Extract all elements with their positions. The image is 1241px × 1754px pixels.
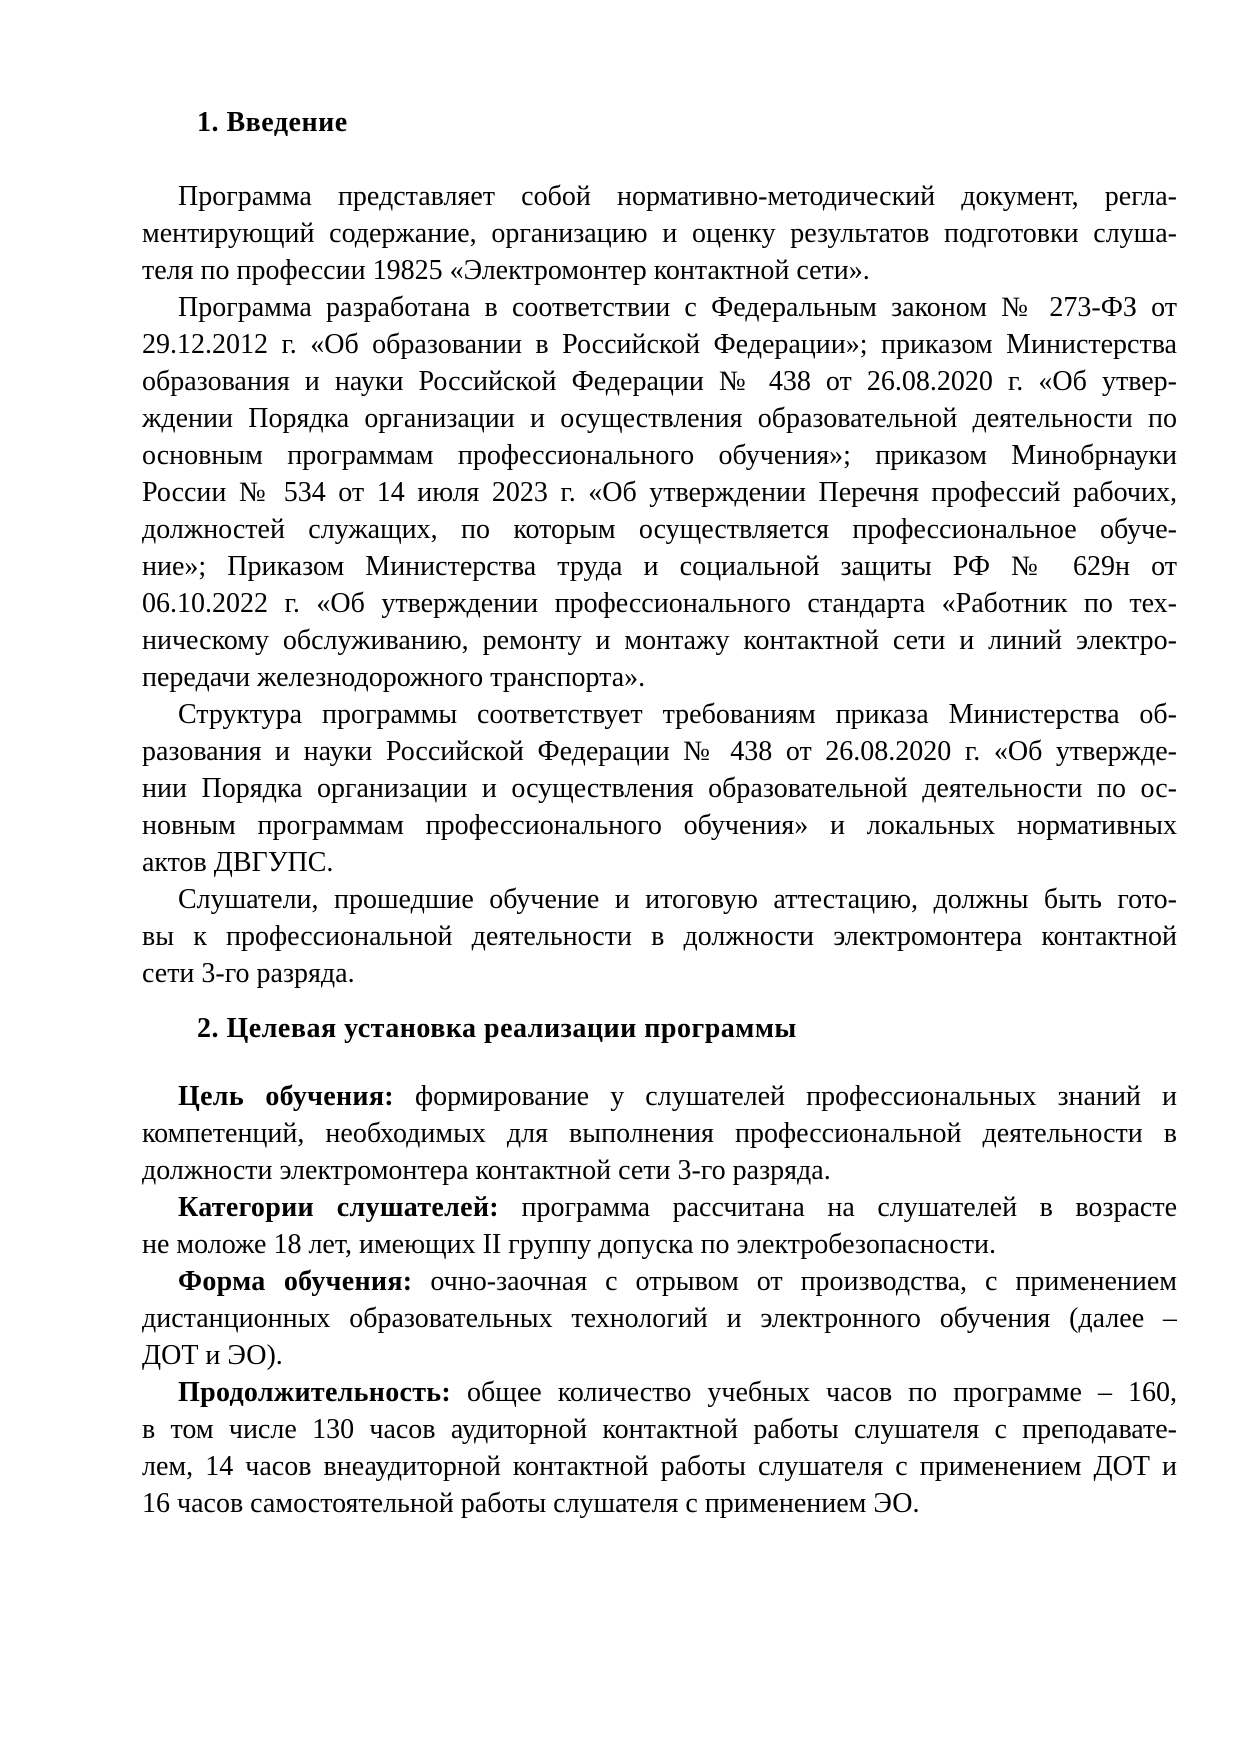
line-text: лем, 14 часов внеаудиторной контактной работы слушателя с применением ДОТ и <box>142 1451 1177 1482</box>
line-text: ждении Порядка организации и осуществления образовательной деятельности по <box>142 403 1177 434</box>
paragraph-line <box>142 252 1177 289</box>
paragraph-line <box>142 955 1177 992</box>
line-text: передачи железнодорожного транспорта». <box>142 662 646 693</box>
paragraph <box>142 289 1177 696</box>
paragraph <box>142 1078 1177 1189</box>
line-text: в том числе 130 часов аудиторной контактной работы слушателя с преподавате- <box>142 1414 1177 1445</box>
paragraph-line <box>142 1448 1177 1485</box>
paragraph-line <box>142 659 1177 696</box>
paragraph-line <box>142 1189 1177 1226</box>
line-text: сети 3-го разряда. <box>142 958 355 989</box>
line-text: очно-заочная с отрывом от производства, с применением <box>412 1266 1177 1297</box>
line-text: ние»; Приказом Министерства труда и социальной защиты РФ № 629н от <box>142 551 1177 582</box>
paragraph-line <box>142 1411 1177 1448</box>
line-text: образования и науки Российской Федерации № 438 от 26.08.2020 г. «Об утвер- <box>142 366 1177 397</box>
paragraph-line <box>142 437 1177 474</box>
document-page <box>142 104 1177 1522</box>
lead-in-label: Форма обучения: <box>178 1266 413 1297</box>
paragraph-line <box>142 1152 1177 1189</box>
paragraph-line <box>142 770 1177 807</box>
paragraph-line <box>142 696 1177 733</box>
line-text: актов ДВГУПС. <box>142 847 334 878</box>
paragraph-line <box>142 511 1177 548</box>
line-text: России № 534 от 14 июля 2023 г. «Об утверждении Перечня профессий рабочих, <box>142 477 1177 508</box>
paragraph <box>142 1374 1177 1522</box>
line-text: ДОТ и ЭО). <box>142 1340 283 1371</box>
line-text: Программа представляет собой нормативно-методический документ, регла- <box>178 181 1177 212</box>
paragraph <box>142 1263 1177 1374</box>
line-text: 06.10.2022 г. «Об утверждении профессионального стандарта «Работник по тех- <box>142 588 1177 619</box>
line-text: ментирующий содержание, организацию и оценку результатов подготовки слуша- <box>142 218 1177 249</box>
paragraph-line <box>142 548 1177 585</box>
paragraph-line <box>142 178 1177 215</box>
paragraph-line <box>142 474 1177 511</box>
line-text: нии Порядка организации и осуществления образовательной деятельности по ос- <box>142 773 1177 804</box>
line-text: основным программам профессионального обучения»; приказом Минобрнауки <box>142 440 1177 471</box>
line-text: должности электромонтера контактной сети 3-го разряда. <box>142 1155 831 1186</box>
paragraph-line <box>142 733 1177 770</box>
lead-in-label: Категории слушателей: <box>178 1192 499 1223</box>
paragraph-line <box>142 215 1177 252</box>
paragraph-line <box>142 844 1177 881</box>
line-text: 29.12.2012 г. «Об образовании в Российской Федерации»; приказом Министерства <box>142 329 1177 360</box>
line-text: общее количество учебных часов по программе – 160, <box>451 1377 1177 1408</box>
lead-in-label: Продолжительность: <box>178 1377 452 1408</box>
paragraph-line <box>142 1115 1177 1152</box>
line-text: Структура программы соответствует требованиям приказа Министерства об- <box>178 699 1177 730</box>
paragraph-line <box>142 1226 1177 1263</box>
paragraph-line <box>142 1485 1177 1522</box>
line-text: разования и науки Российской Федерации № 438 от 26.08.2020 г. «Об утвержде- <box>142 736 1177 767</box>
line-text: вы к профессиональной деятельности в должности электромонтера контактной <box>142 921 1177 952</box>
paragraph-line <box>142 400 1177 437</box>
section-heading: 2. Целевая установка реализации программы <box>197 1013 797 1044</box>
lead-in-label: Цель обучения: <box>178 1081 394 1112</box>
paragraph-line <box>142 918 1177 955</box>
paragraph-line <box>142 1374 1177 1411</box>
line-text: теля по профессии 19825 «Электромонтер контактной сети». <box>142 255 870 286</box>
paragraph-line <box>142 1337 1177 1374</box>
paragraph-line <box>142 622 1177 659</box>
paragraph <box>142 881 1177 992</box>
paragraph <box>142 178 1177 289</box>
paragraph-line <box>142 1263 1177 1300</box>
line-text: дистанционных образовательных технологий и электронного обучения (далее – <box>142 1303 1177 1334</box>
line-text: не моложе 18 лет, имеющих II группу допуска по электробезопасности. <box>142 1229 996 1260</box>
line-text: Программа разработана в соответствии с Федеральным законом № 273-ФЗ от <box>178 292 1177 323</box>
line-text: новным программам профессионального обучения» и локальных нормативных <box>142 810 1177 841</box>
paragraph <box>142 1189 1177 1263</box>
line-text: формирование у слушателей профессиональных знаний и <box>393 1081 1177 1112</box>
line-text: 16 часов самостоятельной работы слушателя с применением ЭО. <box>142 1488 920 1519</box>
line-text: Слушатели, прошедшие обучение и итоговую аттестацию, должны быть гото- <box>178 884 1177 915</box>
line-text: ническому обслуживанию, ремонту и монтажу контактной сети и линий электро- <box>142 625 1177 656</box>
paragraph-line <box>142 1300 1177 1337</box>
paragraph-line <box>142 881 1177 918</box>
paragraph-line <box>142 807 1177 844</box>
line-text: должностей служащих, по которым осуществляется профессиональное обуче- <box>142 514 1177 545</box>
paragraph-line <box>142 326 1177 363</box>
line-text: компетенций, необходимых для выполнения профессиональной деятельности в <box>142 1118 1177 1149</box>
line-text: программа рассчитана на слушателей в возрасте <box>498 1192 1177 1223</box>
paragraph-line <box>142 363 1177 400</box>
paragraph-line <box>142 1078 1177 1115</box>
paragraph <box>142 696 1177 881</box>
paragraph-line <box>142 585 1177 622</box>
section-heading: 1. Введение <box>197 107 348 138</box>
paragraph-line <box>142 289 1177 326</box>
